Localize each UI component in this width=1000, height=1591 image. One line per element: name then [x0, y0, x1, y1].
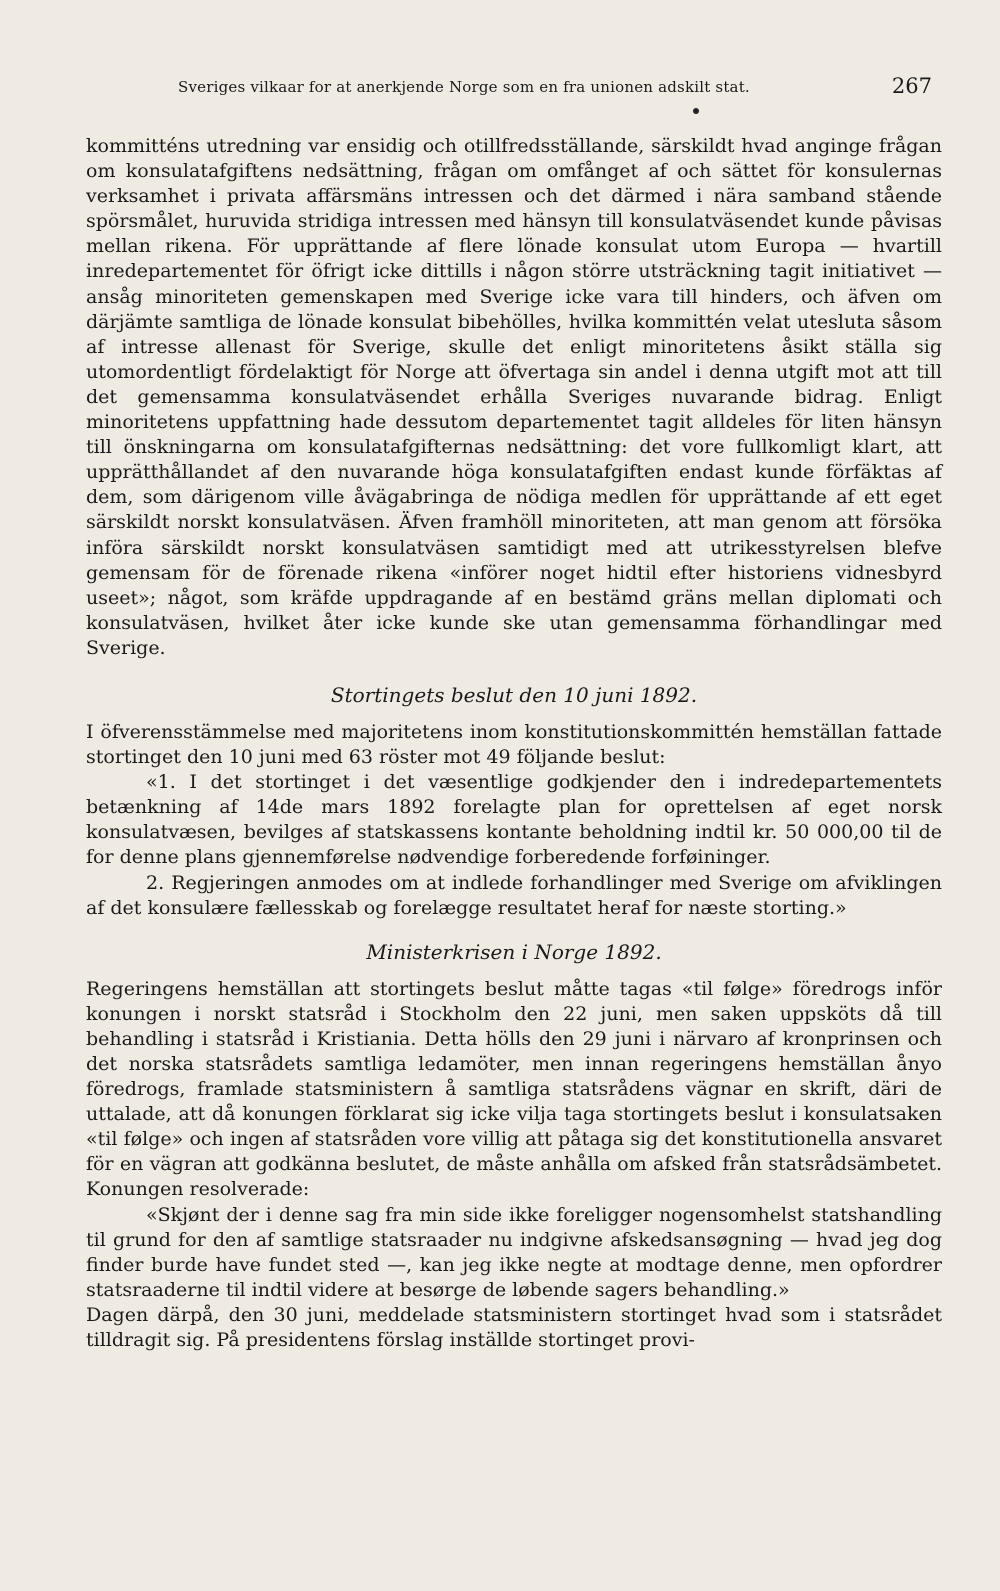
paragraph-king-resolution: «Skjønt der i denne sag fra min side ikke foreligger nogensomhelst statshandling til grund for den af samtlige statsraader nu indgivne afskedsansøgning — hvad jeg dog finder burde have fundet sted —, kan jeg ikke negte at modtage denne, men opfordrer statsraaderne til indtil videre at besørge de løbende sagers behandling.» [86, 1203, 942, 1301]
paragraph-government-proposal: Regeringens hemställan att stortingets beslut måtte tagas «til følge» föredrogs inför konungen i norskt statsråd i Stockholm den 22 juni, men saken uppsköts då till behandling i statsråd i Kristiania. Detta hölls den 29 juni i närvaro af kronprinsen och det norska statsrådets samtliga ledamöter, men innan regeringens hemställan ånyo föredrogs, framlade statsministern å samtliga statsrådens vägnar en skrift, däri de uttalade, att då konungen förklarat sig icke vilja taga stortingets beslut i konsulatsaken «til følge» och ingen af statsråden vore villig att påtaga sig det konstitutionella ansvaret för en vägran att godkänna beslutet, de måste anhålla om afsked från statsrådsämbetet. Konungen resolverade: [86, 977, 942, 1201]
running-title: Sveriges vilkaar for at anerkjende Norge som en fra unionen adskilt stat. [178, 78, 750, 96]
paragraph-resolution-intro: I öfverensstämmelse med majoritetens inom konstitutionskommittén hemställan fattade stortinget den 10 juni med 63 röster mot 49 följande beslut: [86, 720, 942, 769]
running-head [86, 68, 942, 102]
paragraph-next-day: Dagen därpå, den 30 juni, meddelade statsministern stortinget hvad som i statsrådet tilldragit sig. På presidentens förslag inställde stortinget provi- [86, 1303, 942, 1352]
paragraph-resolution-point-2: 2. Regjeringen anmodes om at indlede forhandlinger med Sverige om afviklingen af det konsulære fællesskab og forelægge resultatet heraf for næste storting.» [86, 871, 942, 919]
section-heading-ministerkrisen: Ministerkrisen i Norge 1892. [366, 939, 662, 964]
page-number: 267 [891, 74, 932, 98]
paragraph-resolution-point-1: «1. I det stortinget i det væsentlige godkjender den i indredepartementets betænkning af 14de mars 1892 forelagte plan for oprettelsen af eget norsk konsulatvæsen, bevilges af statskassens kontante beholdning indtil kr. 50 000,00 til de for denne plans gjennemførelse nødvendige forberedende forføininger. [86, 771, 942, 869]
section-heading-stortinget-beslut: Stortingets beslut den 10 juni 1892. [330, 682, 698, 707]
ink-speck [693, 108, 699, 114]
paragraph-minority-opinion: kommitténs utredning var ensidig och otillfredsställande, särskildt hvad anginge frågan om konsulatafgiftens nedsättning, frågan om omfånget af och sättet för konsulernas verksamhet i privata affärsmäns intressen och det därmed i nära samband stående spörsmålet, huruvida stridiga intressen med hänsyn till konsulatväsendet kunde påvisas mellan rikena. För upprättande af flere lönade konsulat utom Europa — hvartill inredepartementet för öfrigt icke dittills i någon större utsträckning tagit initiativet — ansåg minoriteten gemenskapen med Sverige icke vara till hinders, och äfven om därjämte samtliga de lönade konsulat bibehölles, hvilka kommittén velat utesluta såsom af intresse allenast för Sverige, skulle det enligt minoritetens åsikt ställa sig utomordentligt fördelaktigt för Norge att öfvertaga sin andel i denna utgift mot att till det gemensamma konsulatväsendet erhålla Sveriges nuvarande bidrag. Enligt minoritetens uppfattning hade dessutom departementet tagit alldeles för liten hänsyn till önskningarna om konsulatafgifternas nedsättning: det vore fullkomligt klart, att upprätthållandet af den nuvarande höga konsulatafgiften endast kunde förfäktas af dem, som därigenom ville åvägabringa de nödiga medlen för upprättande af ett eget särskildt norskt konsulatväsen. Äfven framhöll minoriteten, att man genom att försöka införa särskildt norskt konsulatväsen samtidigt med att utrikesstyrelsen blefve gemensam för de förenade rikena «införer noget hidtil efter historiens vidnesbyrd useet»; något, som kräfde uppdragande af en bestämd gräns mellan diplomati och konsulatväsen, hvilket åter icke kunde ske utan gemensamma förhandlingar med Sverige. [86, 135, 942, 659]
